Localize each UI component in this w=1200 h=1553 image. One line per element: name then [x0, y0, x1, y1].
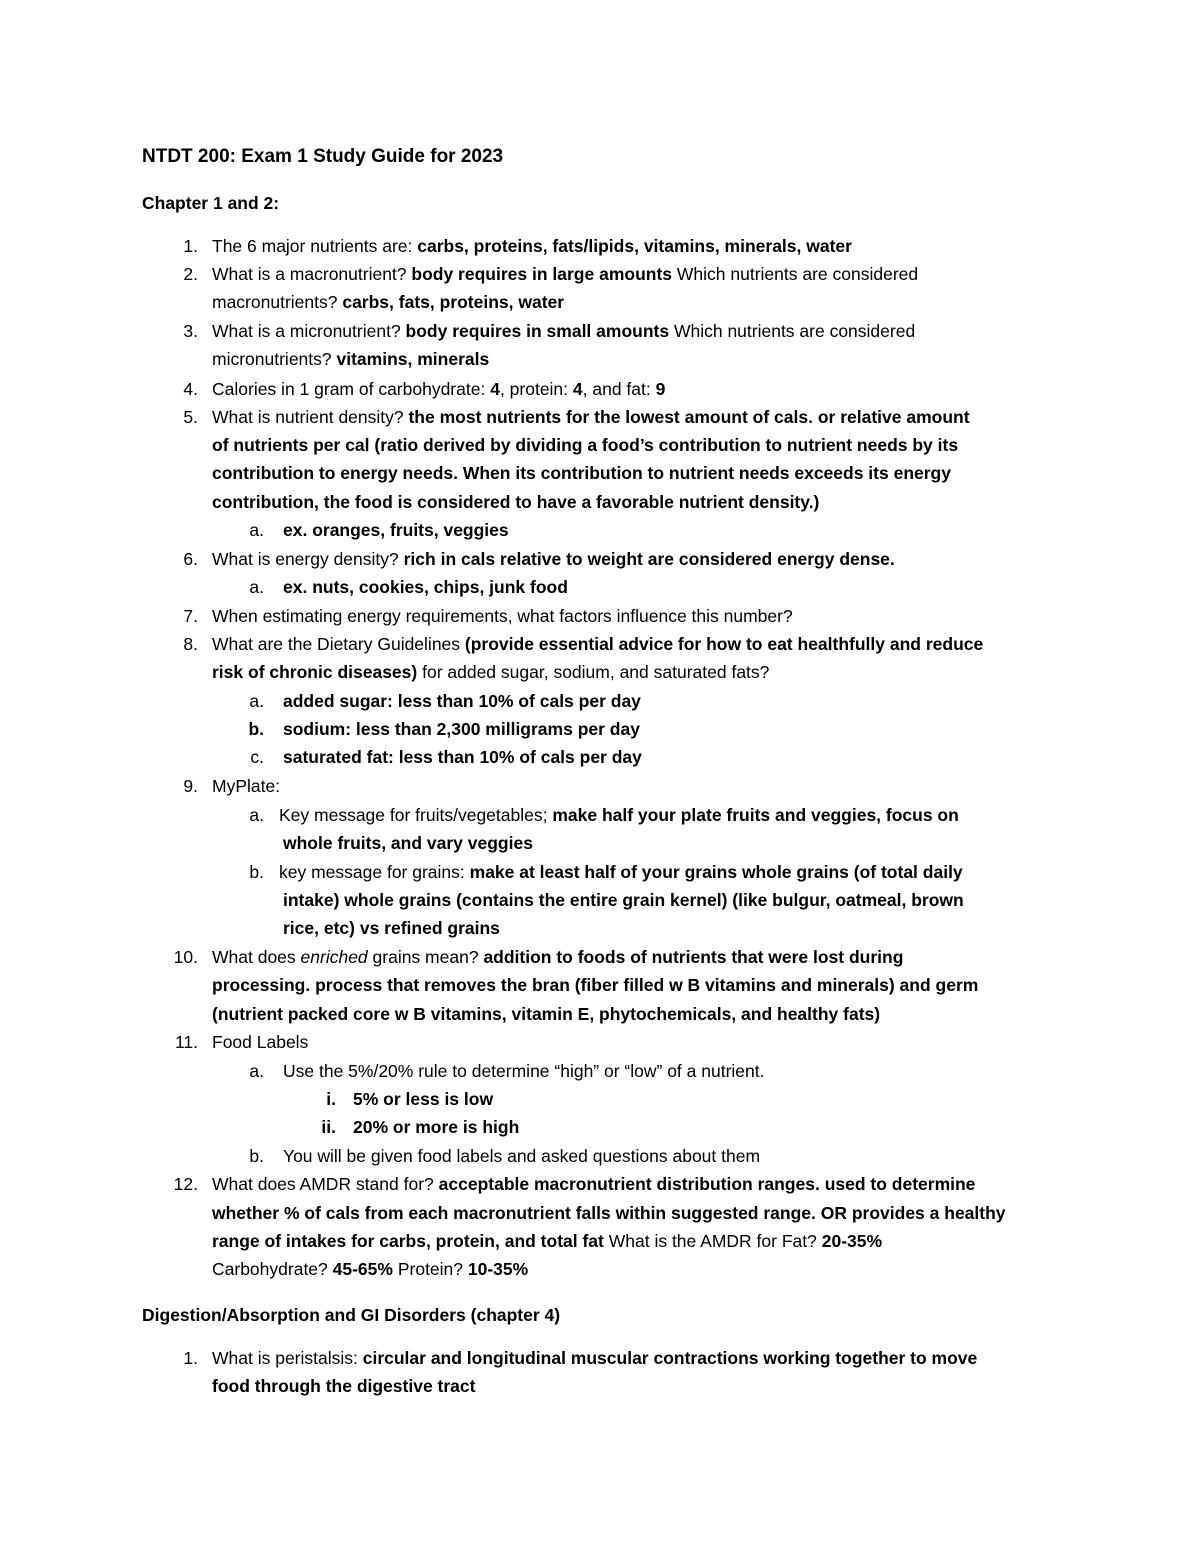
sublist-letter: b. — [248, 719, 264, 739]
sublist-item-continuation: intake) whole grains (contains the entire grain kernel) (like bulgur, oatmeal, brown — [283, 890, 964, 910]
list-item: When estimating energy requirements, what factors influence this number? — [212, 606, 793, 626]
list-item: What does enriched grains mean? addition to foods of nutrients that were lost during — [212, 947, 904, 967]
sublist-letter: c. — [250, 747, 264, 767]
section-heading-digestion: Digestion/Absorption and GI Disorders (chapter 4) — [142, 1305, 561, 1325]
list-item-continuation: whether % of cals from each macronutrient falls within suggested range. OR provides a healthy — [212, 1203, 1006, 1223]
list-item-continuation: (nutrient packed core w B vitamins, vitamin E, phytochemicals, and healthy fats) — [212, 1004, 881, 1024]
list-number: 6. — [183, 549, 198, 569]
sublist-item-continuation: rice, etc) vs refined grains — [283, 918, 500, 938]
sublist-item: You will be given food labels and asked questions about them — [283, 1146, 761, 1166]
list-number: 11. — [174, 1032, 198, 1052]
sublist-item: key message for grains: make at least half of your grains whole grains (of total daily — [279, 862, 963, 882]
sublist-item: ex. nuts, cookies, chips, junk food — [283, 577, 568, 597]
list-item-continuation: of nutrients per cal (ratio derived by dividing a food’s contribution to nutrient needs by its — [212, 435, 959, 455]
list-item-continuation: range of intakes for carbs, protein, and total fat What is the AMDR for Fat? 20-35% — [212, 1231, 883, 1251]
list-number: 8. — [183, 634, 198, 654]
list-item-continuation: risk of chronic diseases) for added sugar, sodium, and saturated fats? — [212, 662, 770, 682]
section-heading-chapter-1-2: Chapter 1 and 2: — [142, 193, 280, 213]
sublist-item: Use the 5%/20% rule to determine “high” or “low” of a nutrient. — [283, 1061, 765, 1081]
list-item: What is a macronutrient? body requires in large amounts Which nutrients are considered — [212, 264, 919, 284]
sublist-letter: b. — [249, 862, 264, 882]
list-item: Calories in 1 gram of carbohydrate: 4, protein: 4, and fat: 9 — [212, 379, 666, 399]
list-item: Food Labels — [212, 1032, 309, 1052]
list-item-continuation: micronutrients? vitamins, minerals — [212, 349, 490, 369]
list-item-continuation: food through the digestive tract — [212, 1376, 476, 1396]
sublist-item: saturated fat: less than 10% of cals per day — [283, 747, 642, 767]
sublist-item: Key message for fruits/vegetables; make half your plate fruits and veggies, focus on — [279, 805, 959, 825]
sublist-item: added sugar: less than 10% of cals per day — [283, 691, 641, 711]
sublist-letter: a. — [249, 520, 264, 540]
list-item: What are the Dietary Guidelines (provide essential advice for how to eat healthfully and reduce — [212, 634, 984, 654]
list-number: 10. — [173, 947, 198, 967]
list-item: What is energy density? rich in cals relative to weight are considered energy dense. — [212, 549, 895, 569]
sublist-letter: a. — [249, 577, 264, 597]
sublist-roman: ii. — [321, 1117, 336, 1137]
sublist-letter: b. — [249, 1146, 264, 1166]
list-item-continuation: Carbohydrate? 45-65% Protein? 10-35% — [212, 1259, 529, 1279]
sublist-letter: a. — [249, 1061, 264, 1081]
list-item: MyPlate: — [212, 776, 281, 796]
list-item-continuation: contribution to energy needs. When its contribution to nutrient needs exceeds its energy — [212, 463, 951, 483]
list-number: 2. — [183, 264, 198, 284]
list-number: 5. — [183, 407, 198, 427]
list-item: What is a micronutrient? body requires in small amounts Which nutrients are considered — [212, 321, 916, 341]
list-number: 4. — [183, 379, 198, 399]
list-item: The 6 major nutrients are: carbs, proteins, fats/lipids, vitamins, minerals, water — [212, 236, 852, 256]
list-item: What is peristalsis: circular and longitudinal muscular contractions working together to move — [212, 1348, 978, 1368]
sublist-item: 20% or more is high — [353, 1117, 520, 1137]
list-number: 1. — [183, 236, 198, 256]
list-item: What does AMDR stand for? acceptable macronutrient distribution ranges. used to determine — [212, 1174, 976, 1194]
sublist-item: ex. oranges, fruits, veggies — [283, 520, 509, 540]
sublist-item-continuation: whole fruits, and vary veggies — [283, 833, 533, 853]
list-number: 12. — [173, 1174, 198, 1194]
sublist-item: 5% or less is low — [353, 1089, 494, 1109]
list-item-continuation: contribution, the food is considered to have a favorable nutrient density.) — [212, 492, 820, 512]
list-number: 9. — [183, 776, 198, 796]
sublist-letter: a. — [249, 805, 264, 825]
list-number: 7. — [183, 606, 198, 626]
list-item-continuation: processing. process that removes the bran (fiber filled w B vitamins and minerals) and germ — [212, 975, 979, 995]
sublist-item: sodium: less than 2,300 milligrams per day — [283, 719, 640, 739]
page-title: NTDT 200: Exam 1 Study Guide for 2023 — [142, 146, 504, 167]
sublist-roman: i. — [326, 1089, 336, 1109]
list-number: 1. — [183, 1348, 198, 1368]
list-item: What is nutrient density? the most nutrients for the lowest amount of cals. or relative amount — [212, 407, 970, 427]
list-number: 3. — [183, 321, 198, 341]
list-item-continuation: macronutrients? carbs, fats, proteins, water — [212, 292, 565, 312]
sublist-letter: a. — [249, 691, 264, 711]
